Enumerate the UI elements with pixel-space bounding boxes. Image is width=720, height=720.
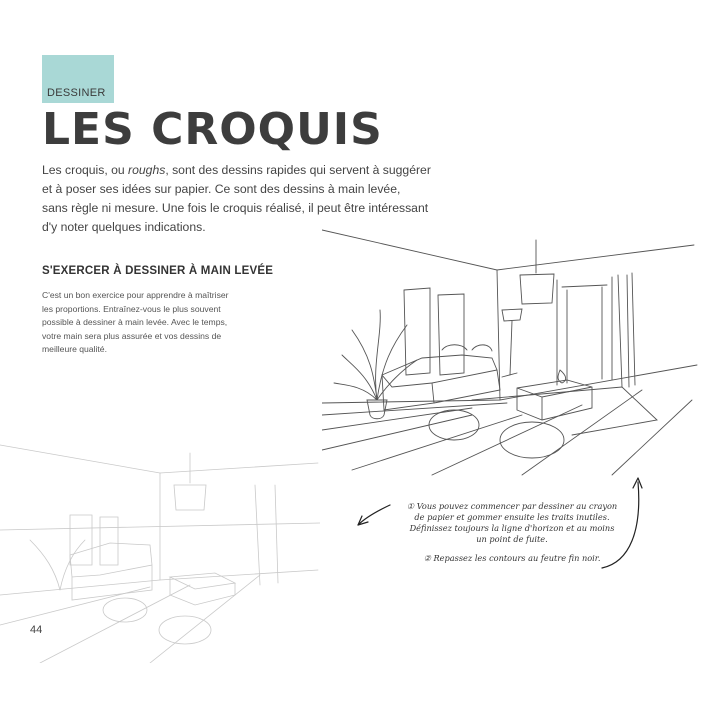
body-line: possible à dessiner à main levée. Avec le temps, [42, 317, 228, 328]
body-line: votre main sera plus assurée et vos dessins de [42, 330, 222, 341]
living-room-sketch-ink [322, 225, 702, 480]
intro-line-2: et à poser ses idées sur papier. Ce sont des dessins à main levée, [42, 182, 401, 196]
annotation-line: Définissez toujours la ligne d'horizon et au moins [409, 523, 615, 533]
annotation-line: un point de fuite. [476, 534, 548, 544]
intro-line-3: sans règle ni mesure. Une fois le croquis réalisé, il peut être intéressant [42, 201, 429, 215]
body-line: C'est un bon exercice pour apprendre à maîtriser [42, 290, 229, 300]
body-paragraph [42, 289, 282, 357]
section-tag [42, 55, 114, 103]
page-number: 44 [30, 624, 43, 636]
intro-text: , sont des dessins rapides qui servent à suggérer [165, 163, 431, 177]
section-tag-label: DESSINER [47, 87, 106, 99]
body-line: les proportions. Entraînez-vous le plus souvent [42, 303, 221, 314]
annotation-line: de papier et gommer ensuite les traits inutiles. [414, 512, 610, 522]
page-title: LES CROQUIS [42, 104, 383, 155]
annotation-line: ① Vous pouvez commencer par dessiner au crayon [406, 501, 618, 511]
intro-emphasis: roughs [128, 163, 166, 177]
living-room-sketch-pencil [0, 425, 320, 663]
intro-text: Les croquis, ou [42, 163, 129, 177]
intro-line-1 [42, 161, 442, 180]
sketch-annotation [392, 501, 632, 564]
body-line: meilleure qualité. [42, 344, 107, 355]
section-subheading: S'EXERCER À DESSINER À MAIN LEVÉE [42, 265, 274, 277]
intro-line-4: d'y noter quelques indications. [42, 220, 206, 234]
annotation-step-2: ② Repassez les contours au feutre fin noir. [423, 553, 601, 563]
